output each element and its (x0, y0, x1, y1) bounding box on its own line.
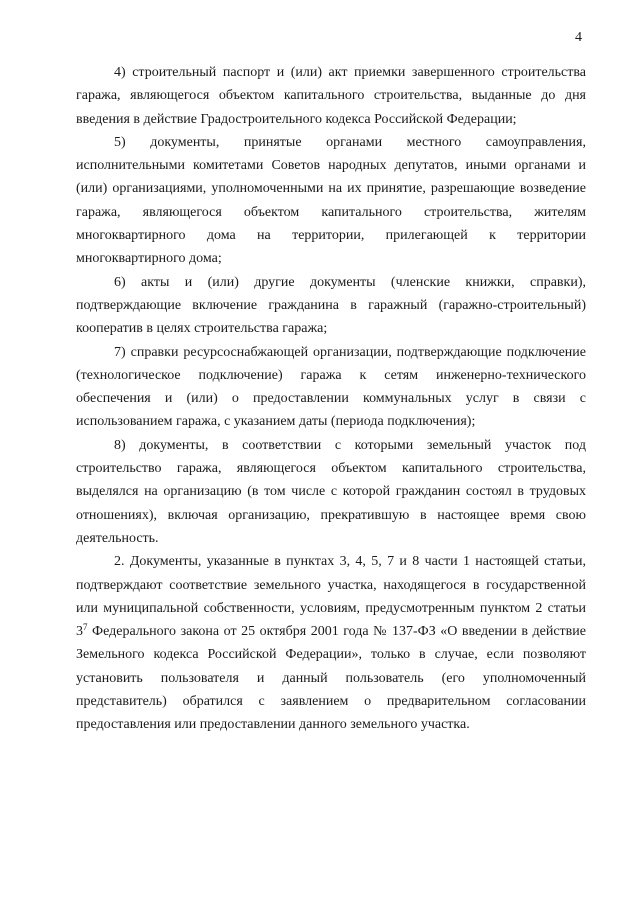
article-superscript: 7 (83, 622, 88, 633)
page-number: 4 (575, 30, 582, 45)
paragraph-item-6: 6) акты и (или) другие документы (членские книжки, справки), подтверждающие включение гражданина в гаражный (гаражно-строительный) кооператив в целях строительства гаража; (76, 274, 586, 337)
paragraph-part-2 (76, 550, 586, 736)
paragraph-item-8: 8) документы, в соответствии с которыми земельный участок под строительство гаража, являющегося объектом капитального строительства, выделялся на организацию (в том числе с которой гражданин состоял в трудовых отношениях), включая организацию, прекратившую в настоящее время свою деятельность. (76, 437, 586, 546)
paragraph-part-2-text-a: 2. Документы, указанные в пунктах 3, 4, 5, 7 и 8 части 1 настоящей статьи, подтверждают соответствие земельного участка, находящегося в государственной или муниципальной собственности, условиям, предусмотренным пунктом 2 статьи 3 (76, 554, 586, 640)
paragraph-part-2-text-b: Федерального закона от 25 октября 2001 года № 137-ФЗ «О введении в действие Земельного кодекса Российской Федерации», только в случае, если позволяют установить пользователя и данный пользователь (его уполномоченный представитель) обратился с заявлением о предварительном согласовании предоставления или предоставлении данного земельного участка. (76, 624, 586, 733)
paragraph-item-5: 5) документы, принятые органами местного самоуправления, исполнительными комитетами Советов народных депутатов, иными органами и (или) организациями, уполномоченными на их принятие, разрешающие возведение гаража, являющегося объектом капитального строительства, жителям многоквартирного дома на территории, прилегающей к территории многоквартирного дома; (76, 134, 586, 267)
paragraph-item-7: 7) справки ресурсоснабжающей организации, подтверждающие подключение (технологическое подключение) гаража к сетям инженерно-технического обеспечения и (или) о предоставлении коммунальных услуг в связи с использованием гаража, с указанием даты (периода подключения); (76, 344, 586, 430)
paragraph-item-4: 4) строительный паспорт и (или) акт приемки завершенного строительства гаража, являющегося объектом капитального строительства, выданные до дня введения в действие Градостроительного кодекса Российской Федерации; (76, 65, 586, 127)
document-body (76, 61, 586, 737)
